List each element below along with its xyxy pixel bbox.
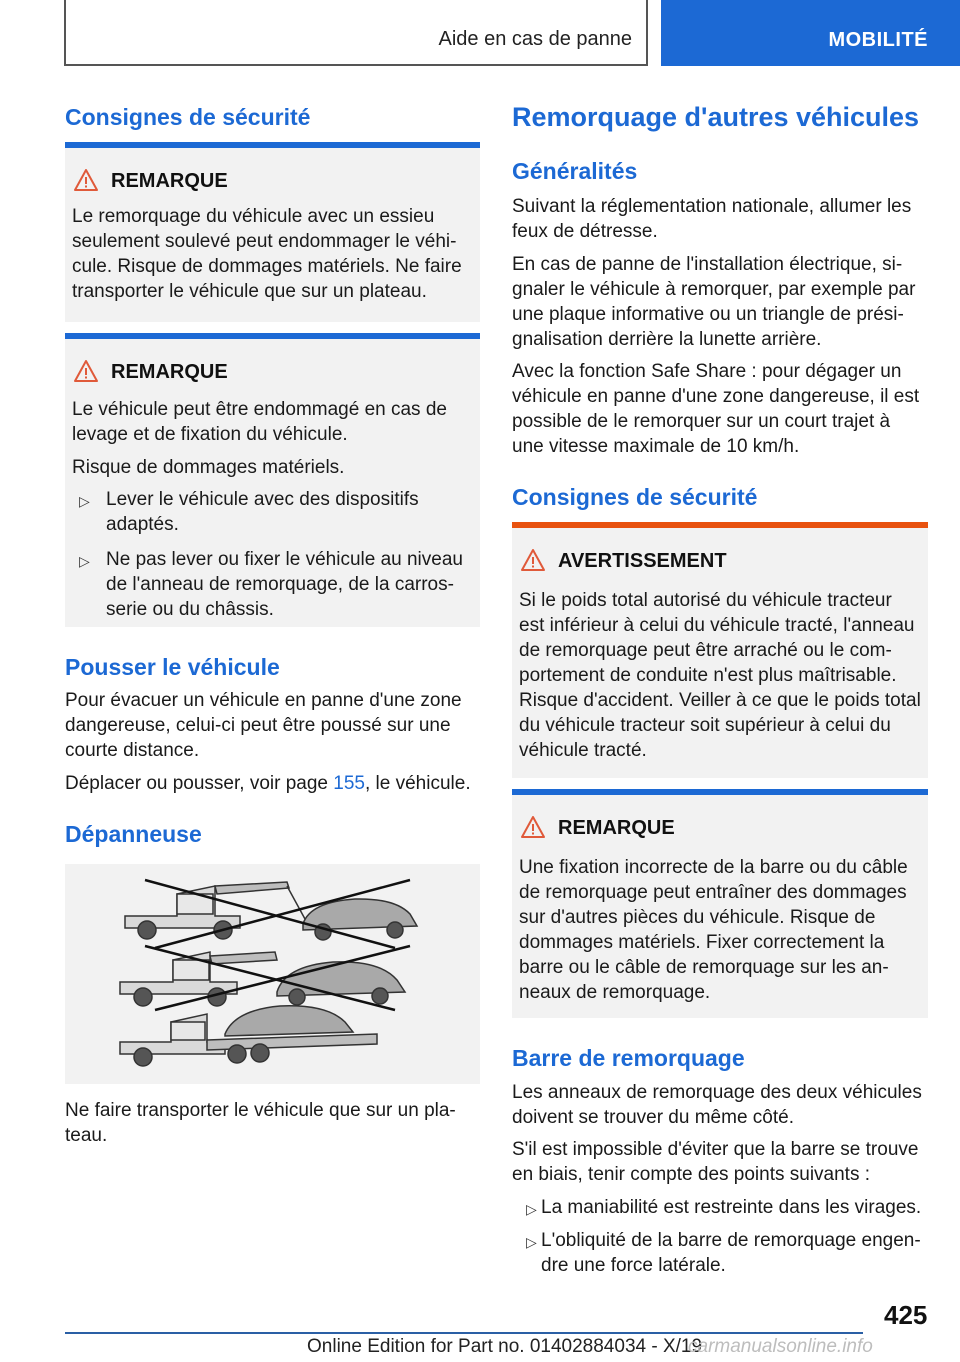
text-line: Suivant la réglementation nationale, allumer les — [512, 196, 912, 217]
notice-line: Le véhicule peut être endommagé en cas de — [72, 399, 447, 420]
page-link[interactable]: 155 — [333, 773, 365, 794]
text-span: , le véhicule. — [364, 773, 471, 794]
general-paragraph-3 — [512, 359, 928, 459]
notice-line: cule. Risque de dommages matériels. Ne faire — [72, 256, 462, 277]
notice-line: neaux de remorquage. — [519, 982, 711, 1003]
heading-safety-right: Consignes de sécurité — [512, 484, 758, 510]
heading-towing-others: Remorquage d'autres véhicules — [512, 102, 920, 132]
bullet-line: Ne pas lever ou fixer le véhicule au niveau — [106, 549, 463, 570]
section-title: Aide en cas de panne — [438, 28, 632, 50]
text-line: Pour évacuer un véhicule en panne d'une zone — [65, 690, 462, 711]
page-number: 425 — [884, 1300, 928, 1330]
notice-line: transporter le véhicule que sur un plateau. — [72, 281, 427, 302]
heading-general: Généralités — [512, 158, 638, 184]
triangle-bullet-icon: ▷ — [79, 493, 90, 509]
bullet-text — [541, 1195, 928, 1220]
text-line: gnaler le véhicule à remorquer, par exemple par — [512, 279, 916, 300]
bullet-text — [541, 1228, 928, 1278]
warning-line: portement de conduite n'est plus maîtrisable. — [519, 665, 897, 686]
notice-line: Le remorquage du véhicule avec un essieu — [72, 206, 435, 227]
warning-line: de remorquage peut être arraché ou le com- — [519, 640, 892, 661]
warning-triangle-icon — [520, 548, 546, 572]
figure-caption — [65, 1098, 480, 1148]
notice-title: REMARQUE — [111, 170, 228, 192]
warning-triangle-icon — [520, 815, 546, 839]
chapter-tab-label: MOBILITÉ — [828, 29, 928, 51]
text-line: une vitesse maximale de 10 km/h. — [512, 436, 800, 457]
chapter-tab[interactable] — [661, 0, 960, 66]
warning-body — [519, 588, 924, 763]
bullet-line: L'obliquité de la barre de remorquage engen- — [541, 1230, 921, 1251]
bullet-line: de l'anneau de remorquage, de la carros- — [106, 574, 454, 595]
watermark: carmanualsonline.info — [688, 1336, 873, 1357]
triangle-bullet-icon: ▷ — [526, 1234, 537, 1250]
notice-line: sur d'autres pièces du véhicule. Risque de — [519, 907, 876, 928]
notice-title: REMARQUE — [558, 817, 675, 839]
triangle-bullet-icon: ▷ — [526, 1201, 537, 1217]
bullet-line: serie ou du châssis. — [106, 599, 274, 620]
text-line: véhicule en panne d'une zone dangereuse, il est — [512, 386, 920, 407]
text-line: dangereuse, celui-ci peut être poussé sur une — [65, 715, 451, 736]
header-box — [64, 0, 648, 66]
bullet-line: La maniabilité est restreinte dans les virages. — [541, 1197, 922, 1218]
text-line: teau. — [65, 1125, 108, 1146]
footer-edition: Online Edition for Part no. 01402884034 - X/19 — [307, 1336, 703, 1357]
bullet-text — [106, 547, 476, 622]
bullet-line: dre une force latérale. — [541, 1255, 726, 1276]
notice-line: seulement soulevé peut endommager le véhi- — [72, 231, 457, 252]
notice-line: de remorquage peut entraîner des dommages — [519, 882, 907, 903]
text-line: Avec la fonction Safe Share : pour dégager un — [512, 361, 902, 382]
tow-bar-paragraph-2 — [512, 1137, 928, 1187]
notice-box-3 — [512, 789, 928, 1018]
notice-box-1 — [65, 142, 480, 322]
heading-safety: Consignes de sécurité — [65, 104, 311, 130]
text-span: Déplacer ou pousser, voir page — [65, 773, 334, 794]
footer-rule — [65, 1332, 863, 1334]
warning-line: Si le poids total autorisé du véhicule tracteur — [519, 590, 892, 611]
notice-line: barre ou le câble de remorquage sur les an- — [519, 957, 889, 978]
heading-tow-bar: Barre de remorquage — [512, 1045, 745, 1071]
tow-bar-paragraph-1 — [512, 1080, 928, 1130]
warning-box — [512, 522, 928, 778]
warning-triangle-icon — [73, 168, 99, 192]
text-line: En cas de panne de l'installation électrique, si- — [512, 254, 903, 275]
triangle-bullet-icon: ▷ — [79, 553, 90, 569]
notice-line: levage et de fixation du véhicule. — [72, 424, 348, 445]
bullet-line: adaptés. — [106, 514, 179, 535]
bullet-line: Lever le véhicule avec des dispositifs — [106, 489, 419, 510]
notice-risk: Risque de dommages matériels. — [72, 457, 345, 478]
tow-truck-drawing — [65, 864, 480, 1084]
notice-box-2 — [65, 333, 480, 627]
warning-triangle-icon — [73, 359, 99, 383]
warning-line: Risque d'accident. Veiller à ce que le poids total — [519, 690, 921, 711]
notice-line: dommages matériels. Fixer correctement la — [519, 932, 885, 953]
text-line: gnalisation derrière la lunette arrière. — [512, 329, 822, 350]
text-line: possible de le remorquer sur un court trajet à — [512, 411, 891, 432]
general-paragraph-2 — [512, 252, 928, 352]
notice-line: Une fixation incorrecte de la barre ou du câble — [519, 857, 908, 878]
notice-body — [519, 855, 924, 1005]
tow-truck-illustration — [65, 864, 480, 1084]
warning-title: AVERTISSEMENT — [558, 550, 727, 572]
heading-tow-truck: Dépanneuse — [65, 821, 202, 847]
notice-body — [72, 397, 476, 447]
text-line: courte distance. — [65, 740, 200, 761]
warning-line: véhicule tracté. — [519, 740, 647, 761]
move-paragraph — [65, 771, 480, 796]
text-line: doivent se trouver du même côté. — [512, 1107, 794, 1128]
text-line: S'il est impossible d'éviter que la barre se trouve — [512, 1139, 919, 1160]
text-line: une plaque informative ou un triangle de prési- — [512, 304, 904, 325]
text-line: feux de détresse. — [512, 221, 658, 242]
text-line: Ne faire transporter le véhicule que sur un pla- — [65, 1100, 456, 1121]
warning-line: du véhicule tracteur soit supérieur à celui du — [519, 715, 891, 736]
notice-body — [72, 204, 476, 304]
general-paragraph-1 — [512, 194, 928, 244]
bullet-text — [106, 487, 476, 537]
notice-title: REMARQUE — [111, 361, 228, 383]
warning-line: est inférieur à celui du véhicule tracté, l'anneau — [519, 615, 915, 636]
text-line: Les anneaux de remorquage des deux véhicules — [512, 1082, 922, 1103]
text-line: en biais, tenir compte des points suivants : — [512, 1164, 871, 1185]
heading-push: Pousser le véhicule — [65, 654, 280, 680]
push-paragraph — [65, 688, 480, 763]
